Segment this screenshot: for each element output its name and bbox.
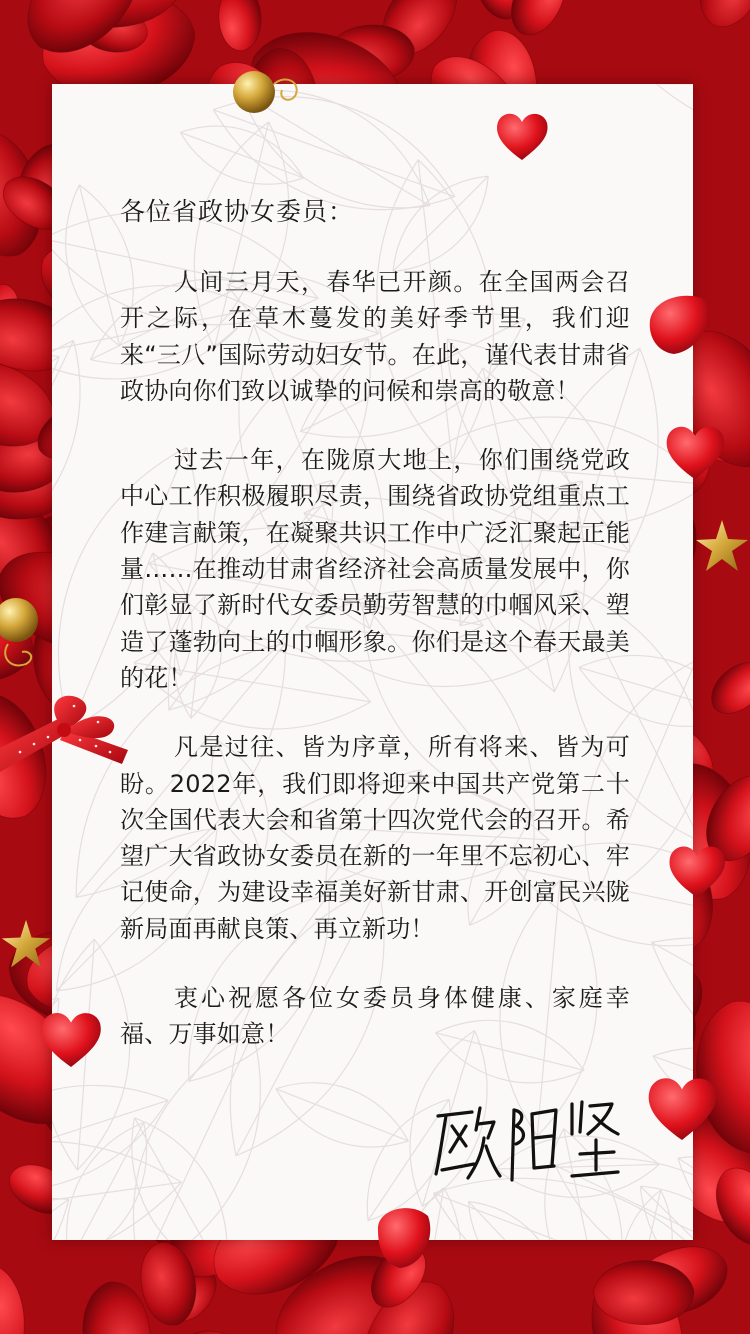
gold-bauble-icon xyxy=(0,594,44,684)
gold-bauble-icon xyxy=(230,66,306,122)
heart-icon xyxy=(36,1004,106,1074)
rose-petal-icon xyxy=(370,1200,436,1272)
heart-icon xyxy=(492,106,552,166)
gold-star-icon xyxy=(694,518,750,574)
heart-icon xyxy=(660,418,730,486)
handwritten-signature xyxy=(432,1094,622,1184)
letter-paragraph-3: 凡是过往、皆为序章，所有将来、皆为可盼。2022年，我们即将迎来中国共产党第二十次全国代表大会和省第十四次党代会的召开。希望广大省政协女委员在新的一年里不忘初心、牢记使命，为建设幸福美好新甘肃、开创富民兴陇新局面再献良策、再立新功！ xyxy=(120,733,630,943)
red-ribbon-bow-icon xyxy=(0,688,132,784)
letter-paragraph-4: 衷心祝愿各位女委员身体健康、家庭幸福、万事如意！ xyxy=(120,984,630,1049)
letter-card xyxy=(52,84,693,1240)
letter-paragraph-1: 人间三月天，春华已开颜。在全国两会召开之际，在草木蔓发的美好季节里，我们迎来“三八”国际劳动妇女节。在此，谨代表甘肃省政协向你们致以诚挚的问候和崇高的敬意！ xyxy=(120,268,630,405)
gold-star-icon xyxy=(0,916,52,972)
heart-icon xyxy=(640,1068,724,1148)
rose-petal-icon xyxy=(644,290,714,358)
letter-paragraph-2: 过去一年，在陇原大地上，你们围绕党政中心工作积极履职尽责，围绕省政协党组重点工作建言献策，在凝聚共识工作中广泛汇聚起正能量……在推动甘肃省经济社会高质量发展中，你们彰显了新时代女委员勤劳智慧的巾帼风采、塑造了蓬勃向上的巾帼形象。你们是这个春天最美的花！ xyxy=(120,446,630,692)
letter-body xyxy=(120,194,630,1086)
heart-icon xyxy=(664,838,730,904)
letter-greeting: 各位省政协女委员： xyxy=(120,197,355,226)
